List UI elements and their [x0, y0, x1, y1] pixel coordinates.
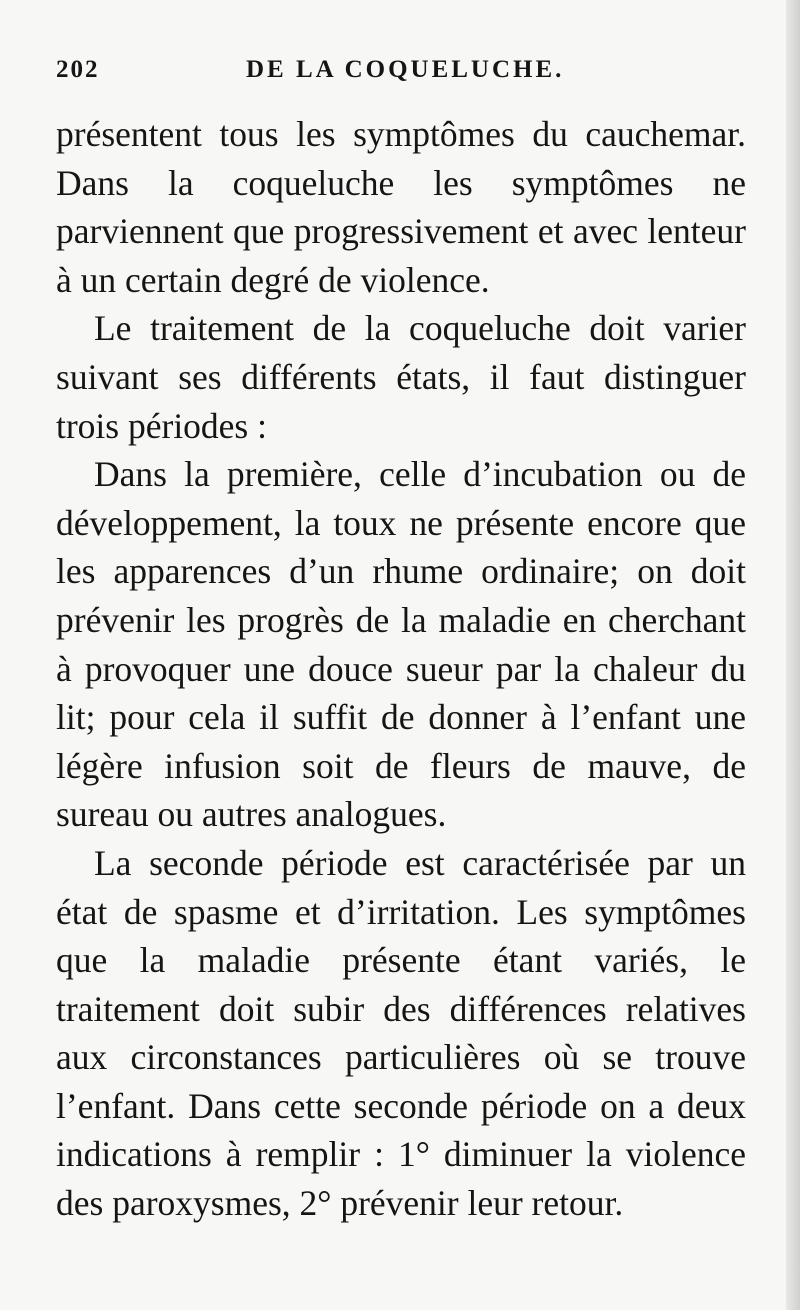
page-number: 202	[56, 56, 100, 83]
paragraph-first-period: Dans la première, celle d’incubation ou de développement, la toux ne présente encore que les apparences d’un rhume ordinaire; on doit prévenir les progrès de la maladie en cherchant à provoquer une douce sueur par la chaleur du lit; pour cela il suffit de donner à l’enfant une légère infusion soit de fleurs de mauve, de sureau ou autres analogues.	[56, 454, 746, 835]
body-text	[56, 110, 746, 1228]
paragraph-continuation: présentent tous les symptômes du cauchemar. Dans la coqueluche les symptômes ne parviennent que progressivement et avec lenteur à un certain degré de violence.	[56, 114, 746, 300]
paragraph-second-period: La seconde période est caractérisée par un état de spasme et d’irritation. Les symptômes que la maladie présente étant variés, le traitement doit subir des différences relatives aux circonstances particulières où se trouve l’enfant. Dans cette seconde période on a deux indications à remplir : 1° diminuer la violence des paroxysmes, 2° prévenir leur retour.	[56, 842, 746, 1224]
page-edge-shadow	[786, 0, 800, 1310]
page-header	[56, 56, 746, 92]
running-title: DE LA COQUELUCHE.	[246, 56, 565, 83]
paragraph-treatment: Le traitement de la coqueluche doit varier suivant ses différents états, il faut distinguer trois périodes :	[56, 308, 746, 446]
